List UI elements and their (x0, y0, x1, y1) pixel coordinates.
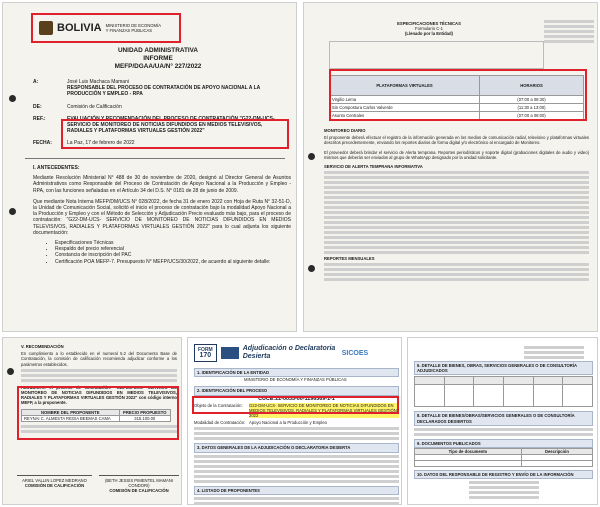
published-documents-table (414, 448, 593, 467)
specs-fill-note: (Llenado por la Entidad) (405, 31, 453, 37)
table-cell: REYNAI C. ALMESTA REGIA BEEMAS CAMA (22, 415, 120, 421)
adjudicated-items-table (414, 376, 593, 407)
section-header: 2. IDENTIFICACIÓN DEL PROCESO (194, 386, 399, 395)
document-recommendation-page (2, 337, 182, 505)
to-label: A: (33, 79, 39, 85)
process-object: G22-DM-UCS- SERVICIO DE MONITOREO DE NOTICIAS DIFUNDIDOS EN MEDIOS TELEVISIVOS, RADIALES Y PLATAFORMAS VIRTUALES GESTIÓN 2022 (249, 403, 399, 419)
paragraph-1: Mediante Resolución Ministerial N° 488 de 30 de noviembre de 2020, designó al Director General de Asuntos Administrativos como Responsable del Proceso de Contratación de Apoyo Nacional a la Producción y Empleo - RPA, con las funciones señaladas en el Artículo 34 del D.S. N° 0181 de 28 de junio de 2009. (33, 175, 291, 194)
column-header: HORARIOS (480, 76, 584, 96)
section-header: 10. DATOS DEL RESPONSABLE DE REGISTRO Y ENVÍO DE LA INFORMACIÓN (414, 470, 593, 479)
sub-heading: MONITOREO DIARIO (324, 128, 366, 133)
document-form-170-continued (407, 337, 598, 505)
section-header: 8. DETALLE DE BIENES/OBRAS/SERVICIOS GENERALES O DE CONSULTORÍA DECLARADOS DESIERTOS (414, 411, 593, 425)
specs-form: Formulario C-1 (415, 26, 443, 32)
logo-text: BOLIVIA (57, 22, 102, 34)
table-cell: Asunto Centrales (330, 112, 480, 120)
modality-value: Apoyo Nacional a la Producción y Empleo (249, 420, 327, 426)
ministry-logo-icon (221, 347, 239, 359)
form-number: 170 (199, 352, 212, 359)
unit-title: UNIDAD ADMINISTRATIVA (117, 47, 199, 54)
punch-hole (308, 265, 315, 272)
section-header: 4. LISTADO DE PROPONENTES (194, 486, 399, 495)
text-lines (414, 428, 593, 436)
cuce-code: CUCE:22-0035-00-1196369-1-1 (258, 395, 335, 402)
specs-title: ESPECIFICACIONES TÉCNICAS (397, 21, 461, 26)
text-lines (194, 427, 399, 440)
section-header: 1. IDENTIFICACIÓN DE LA ENTIDAD (194, 368, 399, 377)
bullet-item: • Respaldo del precio referencial (55, 246, 291, 252)
section-header: 9. DOCUMENTOS PUBLICADOS (414, 439, 593, 448)
highlight-box-logo (31, 13, 181, 43)
document-specs-page (303, 2, 598, 332)
text-lines (194, 455, 399, 483)
signer-name: ARIEL VALLIN LOPEZ MEDRANO (22, 478, 87, 483)
side-table-fragment (544, 18, 594, 45)
highlight-box-form (192, 396, 399, 414)
section-antecedentes: I. ANTECEDENTES: (33, 165, 80, 171)
text-lines (469, 481, 539, 499)
doc-type: INFORME (143, 55, 173, 62)
field-label: Objeto de la Contratación: (194, 402, 243, 408)
table-cell: Sin Compostura Carlos Valverde (330, 104, 480, 112)
text-lines (324, 263, 589, 281)
signer-title: COMISIÓN DE CALIFICACIÓN (109, 488, 169, 494)
highlight-box-adjudicar (17, 386, 179, 440)
form-label: FORM (198, 347, 213, 353)
form-title: Adjudicación o Declaratoria Desierta (242, 345, 336, 360)
paragraph-2: Que mediante Nota Interna MEFP/DM/UCS N° 028/2022, de fecha 31 de enero 2022 con Hoja de Ruta N° 32-51-D, la Unidad de Comunicación Social, solicitó el inicio el proceso de contratación bajo la modalidad Apoyo Nacional a la Producción y Empleo y con el Método de Selección y Adjudicación Precio evaluado más bajo, para el proceso de contratación: "G22-DM-UCS- SERVICIO DE MONITOREO DE NOTICIAS DIFUNDIDOS EN MEDIOS TELEVISIVOS, RADIALES Y PLATAFORMAS VIRTUALES GESTIÓN 2022" para lo cual adjunta los siguiente documentación: (33, 198, 291, 236)
text-lines (524, 346, 584, 359)
ministry-name: MINISTERIO DE ECONOMÍA Y FINANZAS PÚBLICAS (105, 22, 161, 33)
table-cell: 315.100.00 (119, 415, 171, 421)
adjudicar-label: ADJUDICAR (21, 384, 46, 390)
adjudicar-text: el proceso de contratación: "G22-DM-UCS- SERVICIO DE MONITOREO DE NOTICIAS DIFUNDIDOS EN MEDIOS TELEVISIVOS, RADIALES Y PLATAFORMAS VIRTUALES GESTIÓN 2022" con código interno MEFP, a la proponente. (21, 384, 177, 406)
ref-value: EVALUACIÓN Y RECOMENDACIÓN DEL PROCESO DE CONTRATACIÓN "G22-DM-UCS- SERVICIO DE MONITOREO DE NOTICIAS DIFUNDIDOS EN MEDIOS TELEVISIVOS, RADIALES Y PLATAFORMAS VIRTUALES GESTIÓN 2022" (67, 115, 275, 135)
form-number-badge (194, 344, 217, 362)
ref-label: REF.: (33, 115, 46, 122)
specs-paragraph: El proponente deberá efectuar el registro de la información generada en los medios de comunicación radial, televisivo y plataformas virtuales descritos precedentemente, enviando los reportes diarios de forma digital y/o electrónico al encargado de Monitoreo. (324, 135, 589, 146)
table-cell: Virgilio Lema (330, 96, 480, 104)
table-cell: (11:30 a 13:00) (480, 104, 584, 112)
to-name: José Luis Machaca Mamani (67, 79, 129, 85)
section-header: 6. DETALLE DE BIENES, OBRAS, SERVICIOS GENERALES O DE CONSULTORÍA ADJUDICADOS (414, 361, 593, 375)
punch-hole (9, 208, 16, 215)
sicoes-logo: SICOES (341, 349, 369, 357)
bullet-item: • Constancia de inscripción del PAC (55, 252, 291, 258)
highlight-box-table (329, 69, 587, 121)
from-value: Comisión de Calificación (67, 103, 122, 110)
table-cell: (07:00 a 08:30) (480, 96, 584, 104)
text-lines (194, 497, 399, 505)
highlight-box-ref (61, 119, 289, 149)
date-value: La Paz, 17 de febrero de 2022 (67, 140, 135, 147)
signer-name: (BETH JESSIS PIMENTEL MAMANI CONDORI) (104, 478, 174, 489)
signer-title: COMISIÓN DE CALIFICACIÓN (24, 483, 85, 489)
punch-hole (9, 95, 16, 102)
to-role: RESPONSABLE DEL PROCESO DE CONTRATACIÓN DE APOYO NACIONAL A LA PRODUCCIÓN Y EMPLEO - RPA (67, 85, 261, 98)
recommendation-paragraph: En cumplimiento a lo establecido en el numeral 5.2 del Documento Base de Contratación, la comisión de calificación recomienda adjudicar conforme a los parámetros establecidos. (21, 351, 177, 367)
text-lines (21, 369, 177, 382)
document-form-170 (187, 337, 402, 505)
signature-mark (17, 466, 92, 476)
section-header: 3. DATOS GENERALES DE LA ADJUDICACIÓN O DECLARATORIA DESIERTA (194, 443, 399, 452)
section-recomendacion: V. RECOMENDACIÓN (21, 344, 64, 349)
sub-heading: REPORTES MENSUALES (324, 256, 375, 262)
bullet-item: • Certificación POA MEFP-7. Presupuesto N° MEFP/UCS/30/2022, de acuerdo al siguiente detalle: (55, 259, 291, 265)
column-header: PRECIO PROPUESTO (119, 409, 171, 415)
document-informe-page (2, 2, 297, 332)
punch-hole (308, 153, 315, 160)
table-cell: (07:00 a 08:00) (480, 112, 584, 120)
column-header: Tipo de documento (415, 449, 522, 455)
from-label: DE: (33, 103, 42, 110)
doc-code: MEFP/DGAA/UA/N° 227/2022 (114, 63, 202, 70)
punch-hole (7, 368, 14, 375)
bullet-item: • Especificaciones Técnicas (55, 240, 291, 246)
specs-paragraph: El proveedor deberá brindar el servicio de Alerta temprana. Reportes periodísticos y soporte digital (grabaciones digitales de audio y video) mismos que deberán ser enviados al grupo de WhatsApp designado por la unidad solicitante. (324, 149, 589, 160)
column-header: Descripción (521, 449, 592, 455)
column-header: PLATAFORMAS VIRTUALES (330, 76, 480, 96)
date-label: FECHA: (33, 140, 52, 147)
field-label: Modalidad de Contratación: (194, 420, 246, 426)
sub-heading: SERVICIO DE ALERTA TEMPRANA INFORMATIVA (324, 164, 423, 170)
text-lines (324, 171, 589, 254)
entity-name: MINISTERIO DE ECONOMÍA Y FINANZAS PÚBLICAS (244, 377, 347, 383)
column-header: NOMBRE DEL PROPONENTE (22, 409, 120, 415)
signature-mark (99, 466, 179, 476)
